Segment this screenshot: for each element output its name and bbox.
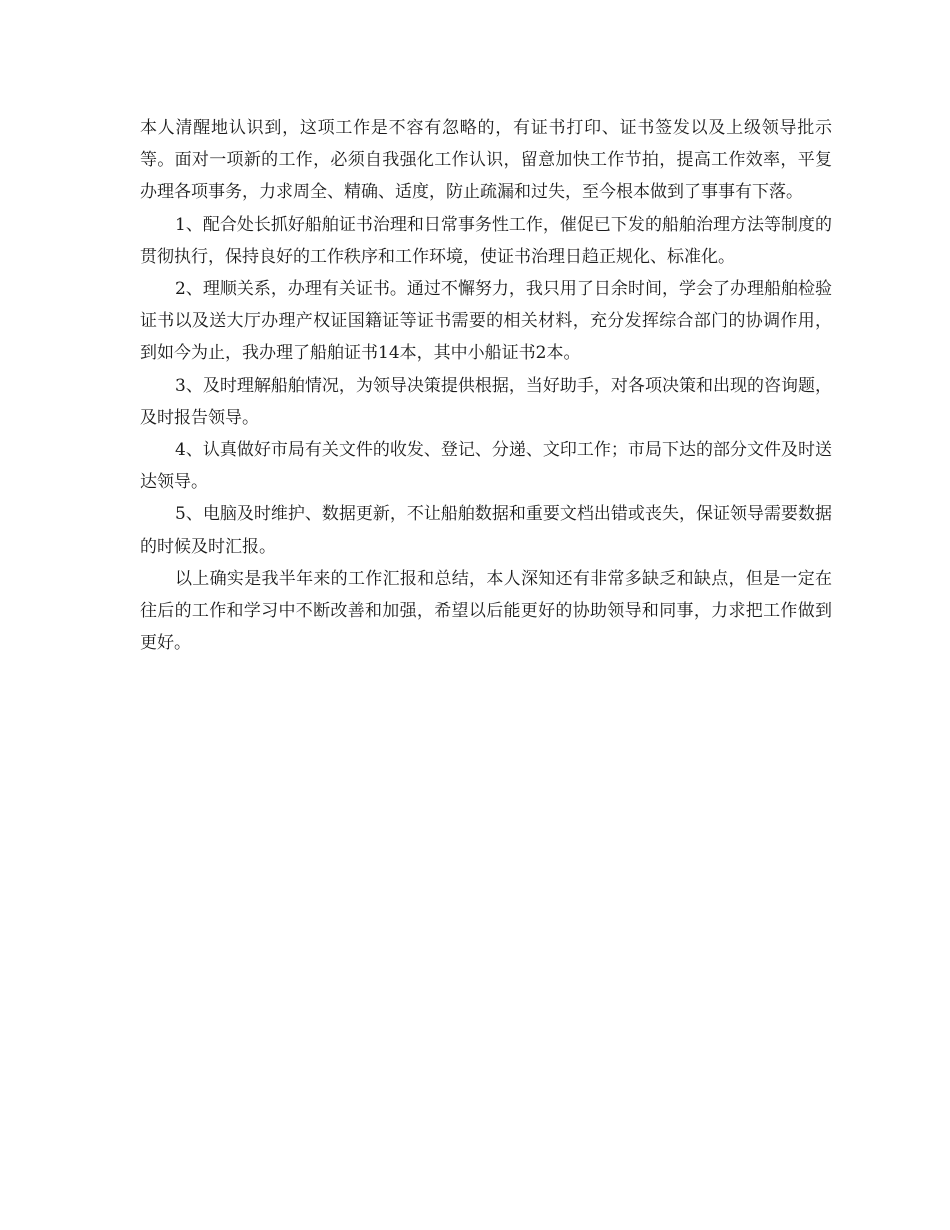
paragraph-item-1: 1、配合处长抓好船舶证书治理和日常事务性工作，催促已下发的船舶治理方法等制度的贯彻执行，保持良好的工作秩序和工作环境，使证书治理日趋正规化、标准化。	[140, 214, 832, 267]
paragraph-intro: 本人清醒地认识到，这项工作是不容有忽略的，有证书打印、证书签发以及上级领导批示等。面对一项新的工作，必须自我强化工作认识，留意加快工作节拍，提高工作效率，平复办理各项事务，力求周全、精确、适度，防止疏漏和过失，至今根本做到了事事有下落。	[140, 118, 832, 203]
document-body	[140, 112, 832, 659]
paragraph-item-5: 5、电脑及时维护、数据更新，不让船舶数据和重要文档出错或丧失，保证领导需要数据的时候及时汇报。	[140, 504, 832, 557]
paragraph-item-3: 3、及时理解船舶情况，为领导决策提供根据，当好助手，对各项决策和出现的咨询题，及时报告领导。	[140, 375, 832, 428]
paragraph-item-4: 4、认真做好市局有关文件的收发、登记、分递、文印工作；市局下达的部分文件及时送达领导。	[140, 440, 832, 493]
paragraph-item-2: 2、理顺关系，办理有关证书。通过不懈努力，我只用了日余时间，学会了办理船舶检验证书以及送大厅办理产权证国籍证等证书需要的相关材料，充分发挥综合部门的协调作用，到如今为止，我办理了船舶证书14本，其中小船证书2本。	[140, 279, 832, 364]
paragraph-conclusion: 以上确实是我半年来的工作汇报和总结，本人深知还有非常多缺乏和缺点，但是一定在往后的工作和学习中不断改善和加强，希望以后能更好的协助领导和同事，力求把工作做到更好。	[140, 568, 832, 654]
